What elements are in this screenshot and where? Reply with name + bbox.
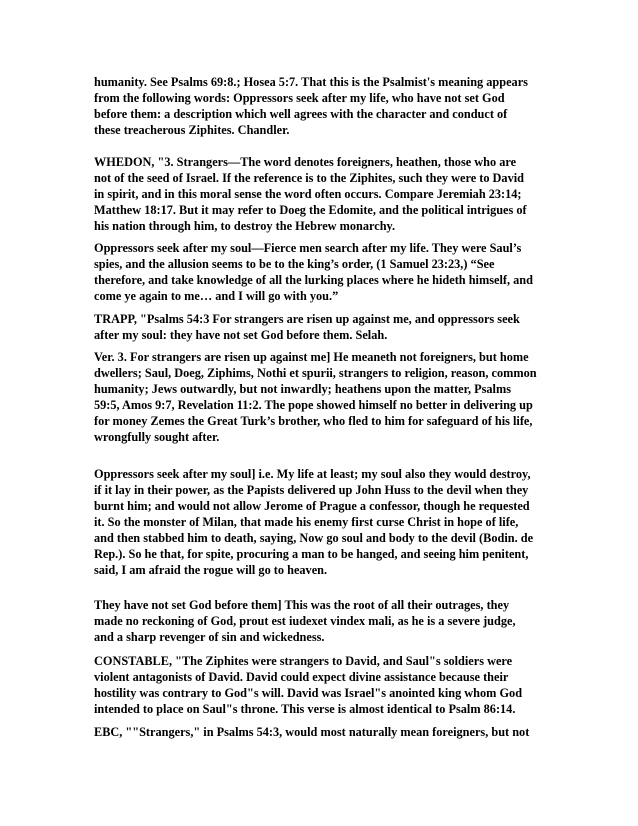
text-line: dwellers; Saul, Doeg, Ziphims, Nothi et spurii, strangers to religion, reason, common: [94, 366, 537, 380]
text-line: not of the seed of Israel. If the reference is to the Ziphites, such they were to David: [94, 171, 524, 185]
paragraph-ver-3: [94, 349, 554, 445]
text-line: humanity. See Psalms 69:8.; Hosea 5:7. That this is the Psalmist's meaning appears: [94, 75, 528, 89]
text-line: and then stabbed him to death, saying, Now go soul and body to the devil (Bodin. de: [94, 531, 534, 545]
text-line: in spirit, and in this moral sense the word often occurs. Compare Jeremiah 23:14;: [94, 187, 522, 201]
text-line: and a sharp revenger of sin and wickedness.: [94, 630, 325, 644]
text-line: if it lay in their power, as the Papists delivered up John Huss to the devil when they: [94, 483, 529, 497]
text-line: wrongfully sought after.: [94, 430, 220, 444]
text-line: from the following words: Oppressors seek after my life, who have not set God: [94, 91, 505, 105]
text-line: before them: a description which well agrees with the character and conduct of: [94, 107, 508, 121]
text-line: CONSTABLE, "The Ziphites were strangers to David, and Saul"s soldiers were: [94, 654, 513, 668]
text-line: it. So the monster of Milan, that made his enemy first curse Christ in hope of life,: [94, 515, 519, 529]
paragraph-ebc: [94, 724, 554, 740]
text-line: Oppressors seek after my soul—Fierce men search after my life. They were Saul’s: [94, 241, 522, 255]
text-line: Oppressors seek after my soul] i.e. My life at least; my soul also they would destroy,: [94, 467, 531, 481]
text-line: WHEDON, "3. Strangers—The word denotes foreigners, heathen, those who are: [94, 155, 517, 169]
text-line: therefore, and take knowledge of all the lurking places where he hideth himself, and: [94, 273, 533, 287]
text-line: EBC, ""Strangers," in Psalms 54:3, would most naturally mean foreigners, but not: [94, 725, 530, 739]
paragraph-not-set-god: [94, 597, 554, 645]
text-line: intended to place on Saul"s throne. This verse is almost identical to Psalm 86:14.: [94, 702, 516, 716]
text-line: TRAPP, "Psalms 54:3 For strangers are risen up against me, and oppressors seek: [94, 312, 520, 326]
text-line: spies, and the allusion seems to be to the king’s order, (1 Samuel 23:23,) “See: [94, 257, 495, 271]
text-line: humanity; Jews outwardly, but not inwardly; heathens upon the matter, Psalms: [94, 382, 511, 396]
text-line: 59:5, Amos 9:7, Revelation 11:2. The pope showed himself no better in delivering up: [94, 398, 533, 412]
text-line: for money Zemes the Great Turk’s brother, who fled to him for safeguard of his life,: [94, 414, 533, 428]
text-line: Rep.). So he that, for spite, procuring a man to be hanged, and seeing him penitent,: [94, 547, 529, 561]
text-line: said, I am afraid the rogue will go to heaven.: [94, 563, 328, 577]
text-line: Ver. 3. For strangers are risen up against me] He meaneth not foreigners, but home: [94, 350, 529, 364]
paragraph-trapp: [94, 311, 554, 343]
text-line: his nation through him, to destroy the Hebrew monarchy.: [94, 219, 396, 233]
text-line: They have not set God before them] This was the root of all their outrages, they: [94, 598, 510, 612]
text-line: burnt him; and would not allow Jerome of Prague a confessor, though he requested: [94, 499, 530, 513]
paragraph-constable: [94, 653, 554, 717]
paragraph-oppressors-trapp: [94, 466, 554, 578]
paragraph-chandler: [94, 74, 554, 138]
text-line: these treacherous Ziphites. Chandler.: [94, 123, 290, 137]
text-line: Matthew 18:17. But it may refer to Doeg the Edomite, and the political intrigues of: [94, 203, 527, 217]
text-line: violent antagonists of David. David could expect divine assistance because their: [94, 670, 509, 684]
paragraph-oppressors-whedon: [94, 240, 554, 304]
text-line: hostility was contrary to God"s will. David was Israel"s anointed king whom God: [94, 686, 523, 700]
paragraph-whedon: [94, 154, 554, 234]
text-line: made no reckoning of God, prout est iudexet vindex mali, as he is a severe judge,: [94, 614, 516, 628]
text-line: after my soul: they have not set God before them. Selah.: [94, 328, 388, 342]
text-line: come ye again to me… and I will go with you.”: [94, 289, 339, 303]
